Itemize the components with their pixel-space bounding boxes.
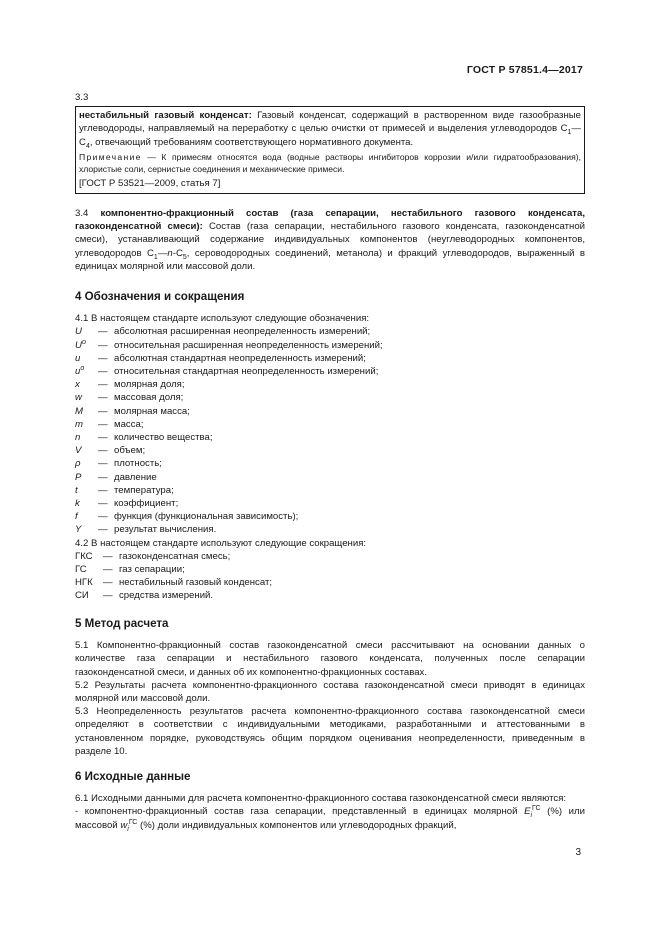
dash: — (98, 418, 108, 430)
section-heading: 5 Метод расчета (75, 617, 169, 630)
symbol-row (75, 418, 585, 431)
note (79, 151, 581, 175)
note-text: — К примесям относятся вода (водные растворы ингибиторов коррозии и/или гидратообразования), хлористые соли, сернистые соединения и механические примеси. (79, 151, 581, 174)
page-number: 3 (575, 847, 581, 858)
dash: — (98, 445, 108, 457)
symbol: U (75, 326, 82, 338)
symbol-row (75, 391, 585, 404)
symbol-row (75, 405, 585, 418)
symbol-row (75, 484, 585, 497)
clause-number: 3.3 (75, 92, 89, 103)
dash: — (98, 511, 108, 523)
symbol-description: абсолютная стандартная неопределенность измерений; (114, 352, 366, 364)
symbols-list (75, 325, 585, 536)
clause-3-4 (75, 207, 585, 273)
symbol: f (75, 511, 78, 523)
symbol-row (75, 510, 585, 523)
abbreviation-description: нестабильный газовый конденсат; (119, 577, 273, 589)
abbreviation: ГКС (75, 550, 93, 562)
symbol-description: плотность; (114, 458, 162, 470)
symbol: $u^o$ (75, 364, 85, 378)
symbol-row (75, 444, 585, 457)
w-symbol: w (120, 819, 128, 831)
list-item: - компонентно-фракционный состав газа сепарации, представленный в единицах молярной $E_i^{ГС}$ (%) или массовой $w_i^{ГС}$ (%) доли индивидуальных компонентов или углеводородных фракций, (75, 805, 585, 833)
symbol: n (75, 432, 81, 444)
paragraph-6-1: 6.1 Исходными данными для расчета компонентно-фракционного состава газоконденсатной смеси являются: (75, 793, 567, 805)
symbol: P (75, 471, 82, 483)
abbreviations-list (75, 550, 585, 603)
symbol: w (75, 392, 82, 404)
symbol-description: абсолютная расширенная неопределенность измерений; (114, 326, 371, 338)
abbreviation: НГК (75, 577, 93, 589)
symbol-row (75, 497, 585, 510)
dash: — (98, 524, 108, 536)
abbreviation-description: газоконденсатная смесь; (119, 550, 231, 562)
symbol-row (75, 352, 585, 365)
document-code-header: ГОСТ Р 57851.4—2017 (466, 64, 583, 76)
abbreviation-row (75, 589, 585, 602)
term-definition-box (75, 106, 585, 194)
symbol-row (75, 471, 585, 484)
dash: — (103, 577, 113, 589)
symbol-description: масса; (114, 418, 144, 430)
term: компонентно-фракционный состав (газа сепарации, нестабильного газового конденсата, газоконденсатной смеси): (75, 208, 585, 233)
symbol: u (75, 352, 81, 364)
symbol: M (75, 405, 83, 417)
abbreviation-row (75, 576, 585, 589)
dash: — (103, 590, 113, 602)
definition-paragraph: 3.4 компонентно-фракционный состав (газа сепарации, нестабильного газового конденсата, газоконденсатной смеси): Состав (газа сепарации, нестабильного газового конденсата, газоконденсатной смеси), устанавливающий содержание индивидуальных компонентов (неуглеводородных компонентов, углеводородов $C_1—n-C_5$, сероводородных соединений, метанола) и фракций углеводородов, выраженный в единицах молярной или массовой доли. (75, 208, 586, 272)
dash: — (103, 550, 113, 562)
dash: — (98, 326, 108, 338)
symbol-description: результат вычисления. (114, 524, 217, 536)
dash: — (98, 366, 108, 378)
dash: — (98, 471, 108, 483)
definition-paragraph: нестабильный газовый конденсат: Газовый конденсат, содержащий в растворенном виде газообразные углеводороды, направляемый на переработку с целью очистки от примесей и выделения углеводородов $C_1—C_4$, отвечающий требованиям соответствующего нормативного документа. (79, 110, 581, 150)
symbol-row (75, 457, 585, 470)
paragraph-5-1: 5.1 Компонентно-фракционный состав газоконденсатной смеси рассчитывают на основании данных о количестве газа сепарации и нестабильного газового конденсата, полученных после сепарации газоконденсатной смеси, и данных об их компонентно-фракционных составах. (75, 640, 585, 678)
definition-text: Газовый конденсат, содержащий в растворенном виде газообразные углеводороды, направляемый на переработку с целью очистки от примесей и выделения углеводородов C (79, 110, 581, 135)
note-label: Примечание (79, 151, 142, 162)
section-heading: 6 Исходные данные (75, 770, 191, 783)
symbol: Y (75, 524, 82, 536)
symbol: ρ (75, 458, 81, 470)
symbol-description: молярная доля; (114, 379, 185, 391)
clause-3-3 (75, 91, 585, 194)
symbol-description: относительная расширенная неопределенность измерений; (114, 339, 383, 351)
symbol: k (75, 498, 80, 510)
symbol: x (75, 379, 80, 391)
dash: — (98, 352, 108, 364)
dash: — (98, 484, 108, 496)
symbol-description: коэффициент; (114, 498, 179, 510)
abbreviation-row (75, 550, 585, 563)
source-reference: [ГОСТ Р 53521—2009, статья 7] (79, 177, 221, 189)
symbol-row (75, 325, 585, 338)
abbreviation-description: газ сепарации; (119, 564, 185, 576)
paragraph-5-3: 5.3 Неопределенность результатов расчета компонентно-фракционного состава газоконденсатной смеси определяют в соответствии с индивидуальными методиками, разработанными и аттестованными в установленном порядке, руководствуясь общим порядком оценивания неопределенности, приведенным в разделе 10. (75, 706, 585, 757)
dash: — (103, 564, 113, 576)
symbol-row (75, 523, 585, 536)
dash: — (98, 432, 108, 444)
section-5 (75, 603, 585, 758)
dash: — (98, 498, 108, 510)
symbol: t (75, 484, 78, 496)
section-heading: 4 Обозначения и сокращения (75, 290, 245, 303)
symbol-row (75, 431, 585, 444)
symbol-row (75, 365, 585, 378)
abbreviation: СИ (75, 590, 89, 602)
paragraph-4-2: 4.2 В настоящем стандарте используют следующие сокращения: (75, 537, 367, 549)
symbol-description: количество вещества; (114, 432, 213, 444)
symbol-description: массовая доля; (114, 392, 184, 404)
abbreviation: ГС (75, 564, 87, 576)
paragraph-4-1: 4.1 В настоящем стандарте используют следующие обозначения: (75, 313, 370, 325)
symbol-row (75, 339, 585, 352)
dash: — (98, 458, 108, 470)
symbol-description: объем; (114, 445, 146, 457)
section-4 (75, 276, 585, 603)
symbol-description: температура; (114, 484, 174, 496)
dash: — (98, 379, 108, 391)
dash: — (98, 392, 108, 404)
dash: — (98, 405, 108, 417)
paragraph-5-2: 5.2 Результаты расчета компонентно-фракционного состава газоконденсатной смеси приводят в единицах молярной или массовой доли. (75, 679, 585, 705)
term: нестабильный газовый конденсат: (79, 110, 252, 122)
symbol-description: функция (функциональная зависимость); (114, 511, 299, 523)
dash: — (98, 339, 108, 351)
symbol: V (75, 445, 82, 457)
e-symbol: E (524, 806, 531, 818)
symbol-description: давление (114, 471, 157, 483)
section-6 (75, 756, 585, 832)
symbol-row (75, 378, 585, 391)
symbol-description: относительная стандартная неопределенность измерений; (114, 366, 379, 378)
symbol: m (75, 418, 83, 430)
symbol-description: молярная масса; (114, 405, 190, 417)
symbol: $U^o$ (75, 338, 86, 351)
abbreviation-row (75, 563, 585, 576)
abbreviation-description: средства измерений. (119, 590, 214, 602)
